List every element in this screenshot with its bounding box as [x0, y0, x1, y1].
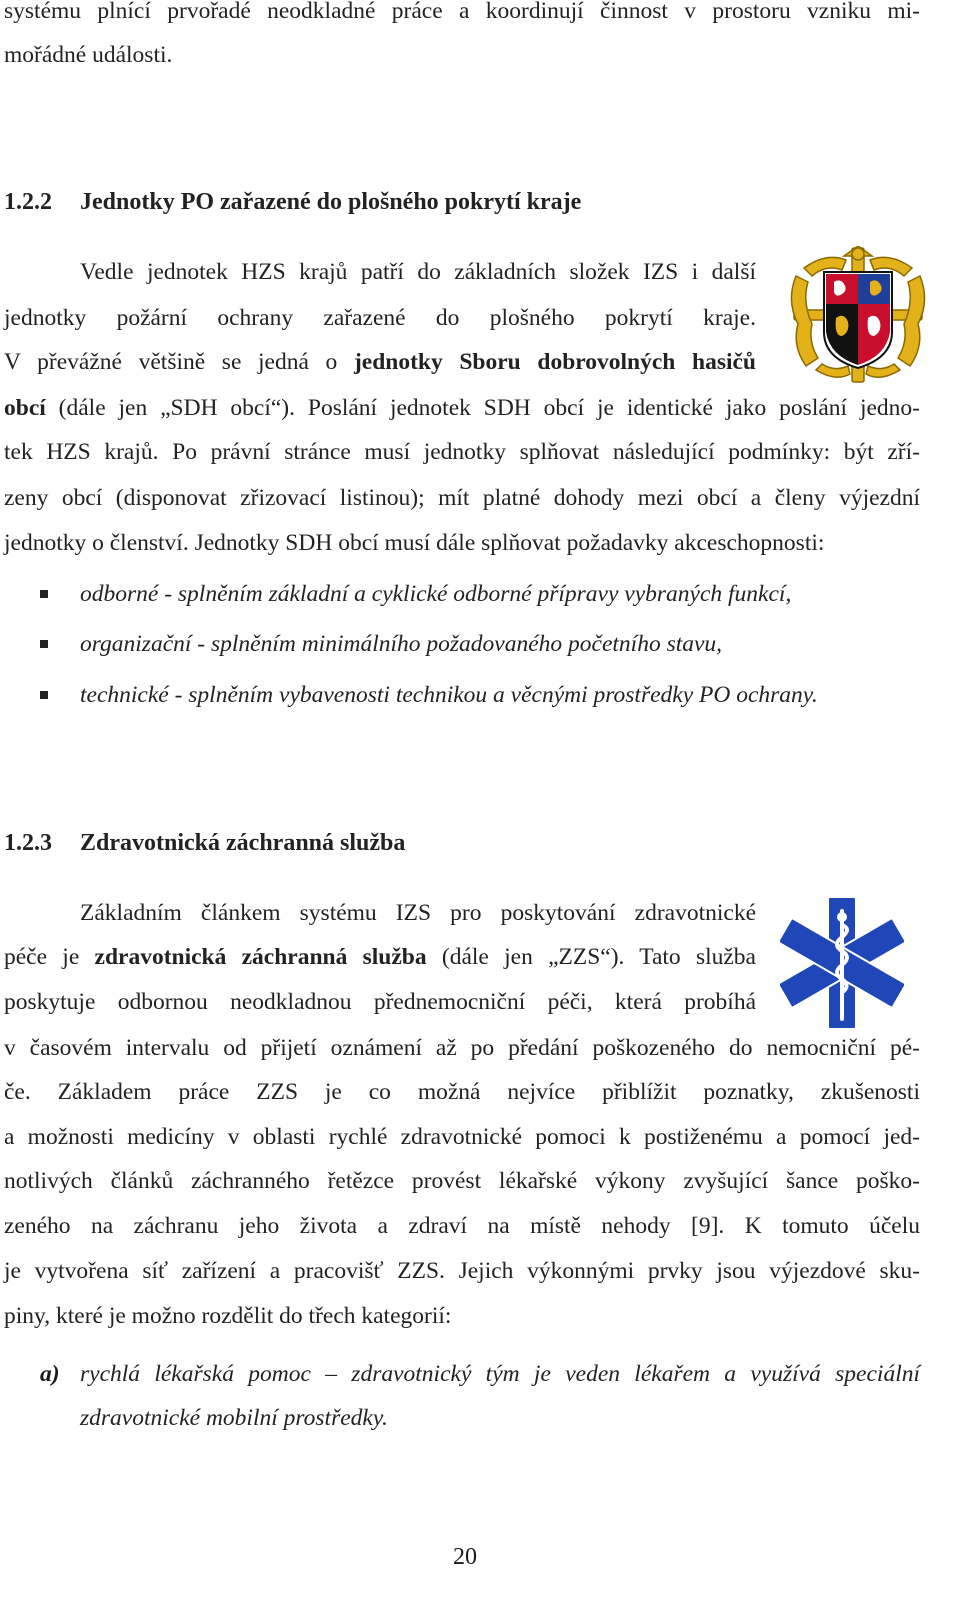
- bullet-item: organizační - splněním minimálního požadovaného početního stavu,: [80, 631, 723, 657]
- bullet-icon: [40, 590, 48, 598]
- firefighter-emblem-icon: [786, 246, 930, 384]
- paragraph-line: [4, 942, 756, 972]
- section-title: Zdravotnická záchranná služba: [80, 830, 406, 856]
- paragraph-line: v časovém intervalu od přijetí oznámení až po předání poškozeného do nemocniční pé-: [4, 1035, 920, 1061]
- star-of-life-icon: [780, 896, 904, 1030]
- text-run: V převážné většině se jedná o: [4, 349, 354, 375]
- paragraph-line: zeného na záchranu jeho života a zdraví na místě nehody [9]. K tomuto účelu: [4, 1213, 920, 1239]
- bullet-icon: [40, 691, 48, 699]
- list-item-line: zdravotnické mobilní prostředky.: [80, 1405, 388, 1431]
- section-number: 1.2.2: [4, 189, 52, 215]
- page-number: 20: [453, 1544, 477, 1570]
- text-run: (dále jen „ZZS“). Tato služba: [426, 944, 756, 970]
- bold-text-run: jednotky Sboru dobrovolných hasičů: [353, 349, 757, 375]
- paragraph-line: Základním článkem systému IZS pro poskytování zdravotnické: [80, 900, 756, 926]
- bold-text-run: zdravotnická záchranná služba: [94, 944, 427, 970]
- bullet-icon: [40, 640, 48, 648]
- paragraph-line: Vedle jednotek HZS krajů patří do základních složek IZS i další: [80, 259, 756, 285]
- section-title: Jednotky PO zařazené do plošného pokrytí kraje: [80, 189, 582, 215]
- paragraph-line: jednotky požární ochrany zařazené do plošného pokrytí kraje.: [4, 305, 756, 331]
- section-heading-122: [4, 187, 581, 217]
- paragraph-line: piny, které je možno rozdělit do třech kategorií:: [4, 1303, 452, 1329]
- paragraph-line: tek HZS krajů. Po právní stránce musí jednotky splňovat následující podmínky: být zří-: [4, 439, 920, 465]
- paragraph-line: [4, 347, 756, 377]
- bullet-item: odborné - splněním základní a cyklické odborné přípravy vybraných funkcí,: [80, 581, 792, 607]
- list-label: a): [40, 1361, 60, 1387]
- paragraph-line: če. Základem práce ZZS je co možná nejvíce přiblížit poznatky, zkušenosti: [4, 1079, 920, 1105]
- paragraph-line: [4, 393, 920, 423]
- section-heading-123: [4, 828, 405, 858]
- section-number: 1.2.3: [4, 830, 52, 856]
- text-run: (dále jen „SDH obcí“). Poslání jednotek SDH obcí je identické jako poslání jedno-: [45, 395, 920, 421]
- text-run: péče je: [4, 944, 95, 970]
- paragraph-line: a možnosti medicíny v oblasti rychlé zdravotnické pomoci k postiženému a pomocí jed-: [4, 1124, 920, 1150]
- intro-line-1: systému plnící prvořadé neodkladné práce a koordinují činnost v prostoru vzniku mi-: [4, 0, 920, 24]
- bullet-item: technické - splněním vybavenosti technikou a věcnými prostředky PO ochrany.: [80, 682, 818, 708]
- paragraph-line: je vytvořena síť zařízení a pracovišť ZZS. Jejich výkonnými prvky jsou výjezdové sku-: [4, 1258, 920, 1284]
- paragraph-line: zeny obcí (disponovat zřizovací listinou); mít platné dohody mezi obcí a členy výjezdní: [4, 485, 920, 511]
- paragraph-line: notlivých článků záchranného řetězce provést lékařské výkony zvyšující šance poško-: [4, 1168, 920, 1194]
- bold-text-run: obcí: [4, 395, 46, 421]
- paragraph-line: jednotky o členství. Jednotky SDH obcí musí dále splňovat požadavky akceschopnosti:: [4, 530, 825, 556]
- paragraph-line: poskytuje odbornou neodkladnou přednemocniční péči, která probíhá: [4, 989, 756, 1015]
- intro-line-2: mořádné události.: [4, 42, 173, 68]
- list-item-line: rychlá lékařská pomoc – zdravotnický tým je veden lékařem a využívá speciální: [80, 1361, 920, 1387]
